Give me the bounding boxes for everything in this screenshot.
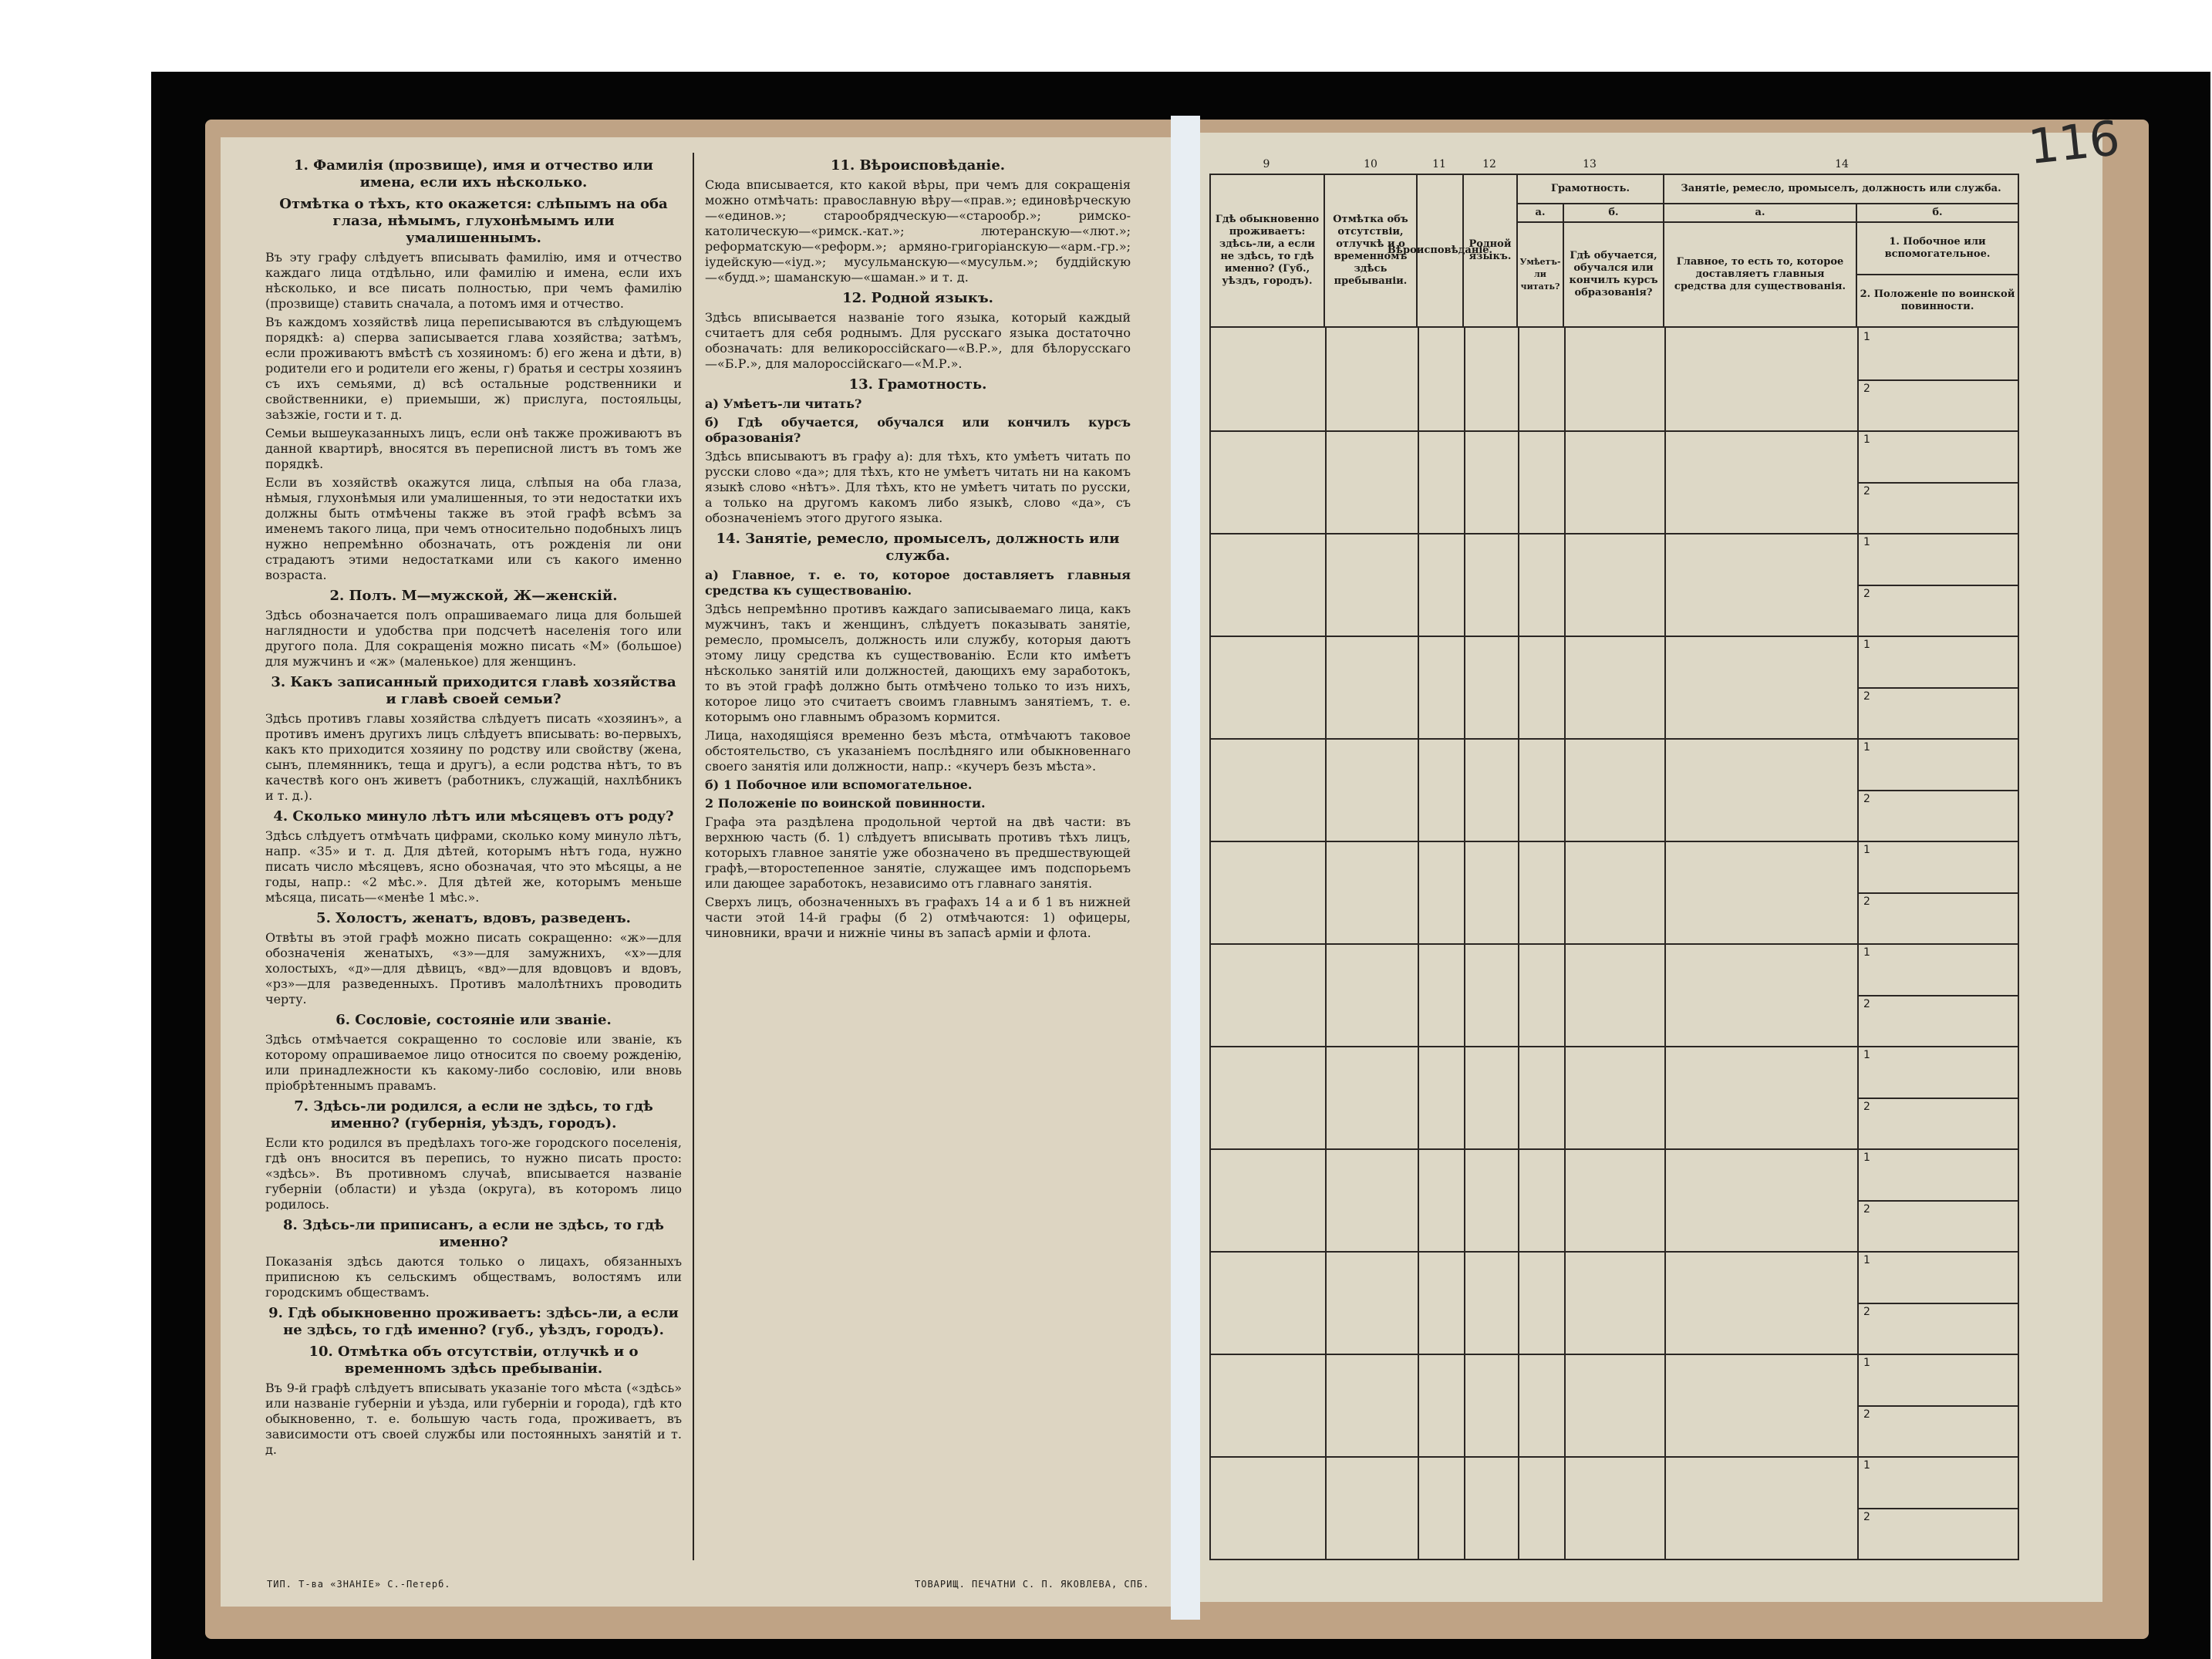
row-mark: 1 (1863, 536, 1870, 548)
paragraph: Здѣсь вписываютъ въ графу а): для тѣхъ, кто умѣетъ читать по русски слово «да»; для тѣхъ, кто не умѣетъ читать ни на какомъ языкѣ слово «нѣтъ». Для тѣхъ, кто не умѣетъ читать по русски, а только на другомъ какомъ либо языкѣ, слово «да», съ обозначеніемъ этого другого языка. (705, 449, 1131, 525)
row-mark: 1 (1863, 639, 1870, 651)
row-mark: 1 (1863, 844, 1870, 856)
col14b2-header: 2. Положеніе по воинской повинности. (1856, 274, 2019, 328)
col14b1-header: 1. Побочное или вспомогательное. (1856, 221, 2019, 275)
printer-mark-right: ТОВАРИЩ. ПЕЧАТНИ С. П. ЯКОВЛЕВА, СПБ. (915, 1579, 1150, 1590)
paragraph: Здѣсь отмѣчается сокращенно то сословіе или званіе, къ которому опрашиваемое лицо относится по своему рожденію, или принадлежности къ какому-либо сословію, или вновь пріобрѣтеннымъ правамъ. (265, 1032, 682, 1093)
row-mark: 2 (1863, 1305, 1870, 1318)
paragraph: Въ 9-й графѣ слѣдуетъ вписывать указаніе того мѣста («здѣсь» или названіе губерніи и уѣзда, или губерніи и города), гдѣ кто обыкновенно, т. е. большую часть года, проживаетъ, въ зависимости отъ своей службы или постоянныхъ занятій и т. д. (265, 1381, 682, 1457)
column-number: 9 (1263, 158, 1270, 170)
grid-half-row-line (1857, 1200, 2018, 1202)
row-mark: 2 (1863, 587, 1870, 600)
grid-half-row-line (1857, 482, 2018, 484)
grid-row-line (1211, 1251, 2018, 1253)
heading-3: 3. Какъ записанный приходится главѣ хозяйства и главѣ своей семьи? (271, 674, 676, 707)
row-mark: 1 (1863, 331, 1870, 343)
row-mark: 2 (1863, 382, 1870, 395)
row-mark: 2 (1863, 1408, 1870, 1421)
heading-11: 11. Вѣроисповѣданіе. (830, 157, 1006, 174)
heading-13: 13. Грамотность. (848, 376, 987, 393)
column-number: 13 (1583, 158, 1597, 170)
row-mark: 2 (1863, 484, 1870, 497)
col13b-label: б. (1563, 203, 1664, 223)
col12-header: Родной языкъ. (1462, 174, 1518, 328)
heading-10: 10. Отмѣтка объ отсутствіи, отлучкѣ и о временномъ здѣсь пребываніи. (309, 1344, 639, 1377)
heading-5: 5. Холостъ, женатъ, вдовъ, разведенъ. (316, 910, 631, 926)
grid-half-row-line (1857, 995, 2018, 996)
row-mark: 2 (1863, 1510, 1870, 1523)
paragraph: Сюда вписывается, кто какой вѣры, при чемъ для сокращенія можно отмѣчать: православную вѣру—«прав.»; единовѣрческую—«единов.»; старообрядческую—«старообр.»; римско-католическую—«римск.-кат.»; лютеранскую—«лют.»; реформатскую—«реформ.»; армяно-григоріанскую—«арм.-гр.»; іудейскую—«іуд.»; мусульманскую—«мусульм.»; буддійскую—«будд.»; шаманскую—«шаман.» и т. д. (705, 177, 1131, 285)
subheading: а) Умѣетъ-ли читать? (705, 396, 862, 411)
grid-half-row-line (1857, 892, 2018, 894)
paragraph: Лица, находящіяся временно безъ мѣста, отмѣчаютъ таковое обстоятельство, съ указаніемъ послѣдняго или обыкновеннаго своего занятія или должности, напр.: «кучеръ безъ мѣста». (705, 728, 1131, 774)
ledger-body (1209, 326, 2019, 1560)
grid-row-line (1211, 1148, 2018, 1150)
grid-half-row-line (1857, 687, 2018, 689)
heading-1: 1. Фамилія (прозвище), имя и отчество или имена, если ихъ нѣсколько. (294, 157, 653, 191)
heading-8: 8. Здѣсь-ли приписанъ, а если не здѣсь, то гдѣ именно? (283, 1217, 664, 1250)
grid-row-line (1211, 1456, 2018, 1458)
paragraph: Въ эту графу слѣдуетъ вписывать фамилію, имя и отчество каждаго лица отдѣльно, или фамилію и имена, если ихъ нѣсколько, и все писать полностью, при чемъ фамилію (прозвище) ставить сначала, а потомъ имя и отчество. (265, 250, 682, 311)
grid-row-line (1211, 533, 2018, 534)
column-divider (693, 153, 694, 1560)
col14b-label: б. (1856, 203, 2019, 223)
paragraph: Показанія здѣсь даются только о лицахъ, обязанныхъ приписною къ сельскимъ обществамъ, волостямъ или городскимъ обществамъ. (265, 1254, 682, 1300)
col13a-header: Умѣетъ-ли читать? (1516, 221, 1564, 328)
paragraph: Здѣсь противъ главы хозяйства слѣдуетъ писать «хозяинъ», а противъ именъ другихъ лицъ слѣдуетъ вписывать: во-первыхъ, какъ кто приходится хозяину по родству или свойству (жена, сынъ, племянникъ, теща и другъ), а если родства нѣтъ, то въ качествѣ кого онъ живетъ (работникъ, служащій, нахлѣбникъ и т. д.). (265, 711, 682, 803)
grid-half-row-line (1857, 1508, 2018, 1509)
grid-half-row-line (1857, 585, 2018, 586)
col11-header: Вѣроисповѣданіе. (1416, 174, 1464, 328)
row-mark: 1 (1863, 433, 1870, 446)
heading-1b: Отмѣтка о тѣхъ, кто окажется: слѣпымъ на оба глаза, нѣмымъ, глухонѣмымъ или умалишеннымъ. (279, 196, 668, 246)
row-mark: 2 (1863, 1100, 1870, 1113)
grid-half-row-line (1857, 1303, 2018, 1304)
row-mark: 2 (1863, 792, 1870, 805)
col14a-label: а. (1663, 203, 1857, 223)
paragraph: Въ каждомъ хозяйствѣ лица переписываются въ слѣдующемъ порядкѣ: а) сперва записывается глава хозяйства; затѣмъ, если проживаютъ вмѣстѣ съ хозяиномъ: б) его жена и дѣти, в) родители его и родители его жены, г) братья и сестры хозяинъ съ ихъ семьями, д) всѣ остальные родственники и свойственники, е) приемыши, ж) прислуга, постояльцы, заѣзжіе, гости и т. д. (265, 315, 682, 422)
grid-row-line (1211, 636, 2018, 637)
paragraph: Если въ хозяйствѣ окажутся лица, слѣпыя на оба глаза, нѣмыя, глухонѣмыя или умалишенныя, то эти недостатки ихъ должны быть отмѣчены также въ этой графѣ всѣмъ за именемъ такого лица, при чемъ относительно подобныхъ лицъ нужно непремѣнно обозначать, отъ рожденія ли они страдаютъ этими недостатками или съ какого именно возраста. (265, 475, 682, 582)
row-mark: 1 (1863, 1357, 1870, 1369)
grid-row-line (1211, 738, 2018, 740)
grid-half-row-line (1857, 1405, 2018, 1407)
col14-header: Занятіе, ремесло, промыселъ, должность или служба. (1663, 174, 2019, 204)
subheading: 2 Положеніе по воинской повинности. (705, 796, 986, 811)
instructions-column-1 (265, 153, 682, 1563)
row-mark: 1 (1863, 1152, 1870, 1164)
grid-row-line (1211, 841, 2018, 842)
paragraph: Здѣсь непремѣнно противъ каждаго записываемаго лица, какъ мужчинъ, такъ и женщинъ, слѣдуетъ показывать занятіе, ремесло, промыселъ, должность или службу, которыя даютъ этому лицу средства къ существованію. Если кто имѣетъ нѣсколько занятій или должностей, дающихъ ему заработокъ, то въ этой графѣ должно быть отмѣчено только то изъ нихъ, которое лицо это считаетъ своимъ главнымъ занятіемъ, т. е. которымъ оно главнымъ образомъ кормится. (705, 602, 1131, 724)
left-page (221, 137, 1171, 1607)
paragraph: Отвѣты въ этой графѣ можно писать сокращенно: «ж»—для обозначенія женатыхъ, «з»—для замужнихъ, «х»—для холостыхъ, «д»—для дѣвицъ, «вд»—для вдовцовъ и вдовъ, «рз»—для разведенныхъ. Противъ малолѣтнихъ проводить черту. (265, 930, 682, 1007)
paragraph: Если кто родился въ предѣлахъ того-же городского поселенія, гдѣ онъ вносится въ перепись, то нужно писать просто: «здѣсь». Въ противномъ случаѣ, вписывается названіе губерніи (области) и уѣзда (округа), въ которомъ лицо родилось. (265, 1135, 682, 1212)
row-mark: 2 (1863, 1202, 1870, 1216)
col10-header: Отмѣтка объ отсутствіи, отлучкѣ и о временномъ здѣсь пребываніи. (1323, 174, 1418, 328)
grid-half-row-line (1857, 379, 2018, 381)
page-number: 116 (2025, 110, 2123, 175)
row-mark: 1 (1863, 1254, 1870, 1266)
grid-row-line (1211, 1046, 2018, 1047)
heading-6: 6. Сословіе, состояніе или званіе. (336, 1012, 612, 1028)
row-mark: 1 (1863, 1049, 1870, 1061)
heading-7: 7. Здѣсь-ли родился, а если не здѣсь, то гдѣ именно? (губернія, уѣздъ, городъ). (294, 1098, 653, 1131)
grid-half-row-line (1857, 1098, 2018, 1099)
paragraph: Сверхъ лицъ, обозначенныхъ въ графахъ 14 а и б 1 въ нижней части этой 14-й графы (б 2) отмѣчаются: 1) офицеры, чиновники, врачи и нижніе чины въ запасѣ арміи и флота. (705, 895, 1131, 940)
col9-header: Гдѣ обыкновенно проживаетъ: здѣсь-ли, а если не здѣсь, то гдѣ именно? (Губ., уѣздъ, городъ). (1209, 174, 1325, 328)
row-mark: 2 (1863, 997, 1870, 1010)
column-number: 11 (1432, 158, 1446, 170)
instructions-column-2 (705, 153, 1131, 1563)
heading-2: 2. Полъ. М—мужской, Ж—женскій. (329, 588, 618, 604)
heading-12: 12. Родной языкъ. (842, 290, 993, 306)
grid-row-line (1211, 430, 2018, 432)
column-number: 12 (1482, 158, 1496, 170)
column-number: 10 (1364, 158, 1377, 170)
column-number: 14 (1835, 158, 1849, 170)
subheading: а) Главное, т. е. то, которое доставляетъ главныя средства къ существованію. (705, 568, 1131, 598)
paragraph: Семьи вышеуказанныхъ лицъ, если онѣ также проживаютъ въ данной квартирѣ, вносятся въ переписной листъ въ томъ же порядкѣ. (265, 426, 682, 471)
paragraph: Здѣсь обозначается полъ опрашиваемаго лица для большей наглядности и удобства при подсчетѣ населенія того или другого пола. Для сокращенія можно писать «М» (большое) для мужчинъ и «ж» (маленькое) для женщинъ. (265, 608, 682, 669)
grid-row-line (1211, 1354, 2018, 1355)
col13-header: Грамотность. (1516, 174, 1664, 204)
grid-row-line (1211, 943, 2018, 945)
col13b-header: Гдѣ обучается, обучался или кончилъ курсъ образованія? (1563, 221, 1664, 328)
heading-4: 4. Сколько минуло лѣтъ или мѣсяцевъ отъ роду? (273, 808, 674, 824)
subheading: б) Гдѣ обучается, обучался или кончилъ курсъ образованія? (705, 415, 1131, 445)
heading-14: 14. Занятіе, ремесло, промыселъ, должность или служба. (716, 531, 1120, 564)
paragraph: Графа эта раздѣлена продольной чертой на двѣ части: въ верхнюю часть (б. 1) слѣдуетъ вписывать противъ тѣхъ лицъ, которыхъ главное занятіе уже обозначено въ предшествующей графѣ,—второстепенное занятіе, служащее имъ подспорьемъ или дающее заработокъ, независимо отъ главнаго занятія. (705, 814, 1131, 891)
row-mark: 1 (1863, 1459, 1870, 1472)
row-mark: 1 (1863, 946, 1870, 959)
row-mark: 1 (1863, 741, 1870, 754)
heading-9: 9. Гдѣ обыкновенно проживаетъ: здѣсь-ли, а если не здѣсь, то гдѣ именно? (губ., уѣздъ, городъ). (268, 1305, 679, 1338)
row-mark: 2 (1863, 690, 1870, 703)
paragraph: Здѣсь слѣдуетъ отмѣчать цифрами, сколько кому минуло лѣтъ, напр. «35» и т. д. Для дѣтей, которымъ нѣтъ года, нужно писать число мѣсяцевъ, ясно обозначая, что это мѣсяцы, а не годы, напр.: «2 мѣс.». Для дѣтей же, которымъ меньше мѣсяца, писать—«менѣе 1 мѣс.». (265, 828, 682, 905)
printer-mark-left: ТИП. Т-ва «ЗНАНІЕ» С.-Петерб. (267, 1579, 451, 1590)
col14a-header: Главное, то есть то, которое доставляетъ главныя средства для существованія. (1663, 221, 1857, 328)
page-gutter (1171, 116, 1200, 1620)
subheading: б) 1 Побочное или вспомогательное. (705, 777, 973, 792)
row-mark: 2 (1863, 895, 1870, 908)
paragraph: Здѣсь вписывается названіе того языка, который каждый считаетъ для себя роднымъ. Для русскаго языка достаточно обозначать: для великороссійскаго—«В.Р.», для бѣлорусскаго—«Б.Р.», для малороссійскаго—«М.Р.». (705, 310, 1131, 371)
col13a-label: а. (1516, 203, 1564, 223)
grid-half-row-line (1857, 790, 2018, 791)
